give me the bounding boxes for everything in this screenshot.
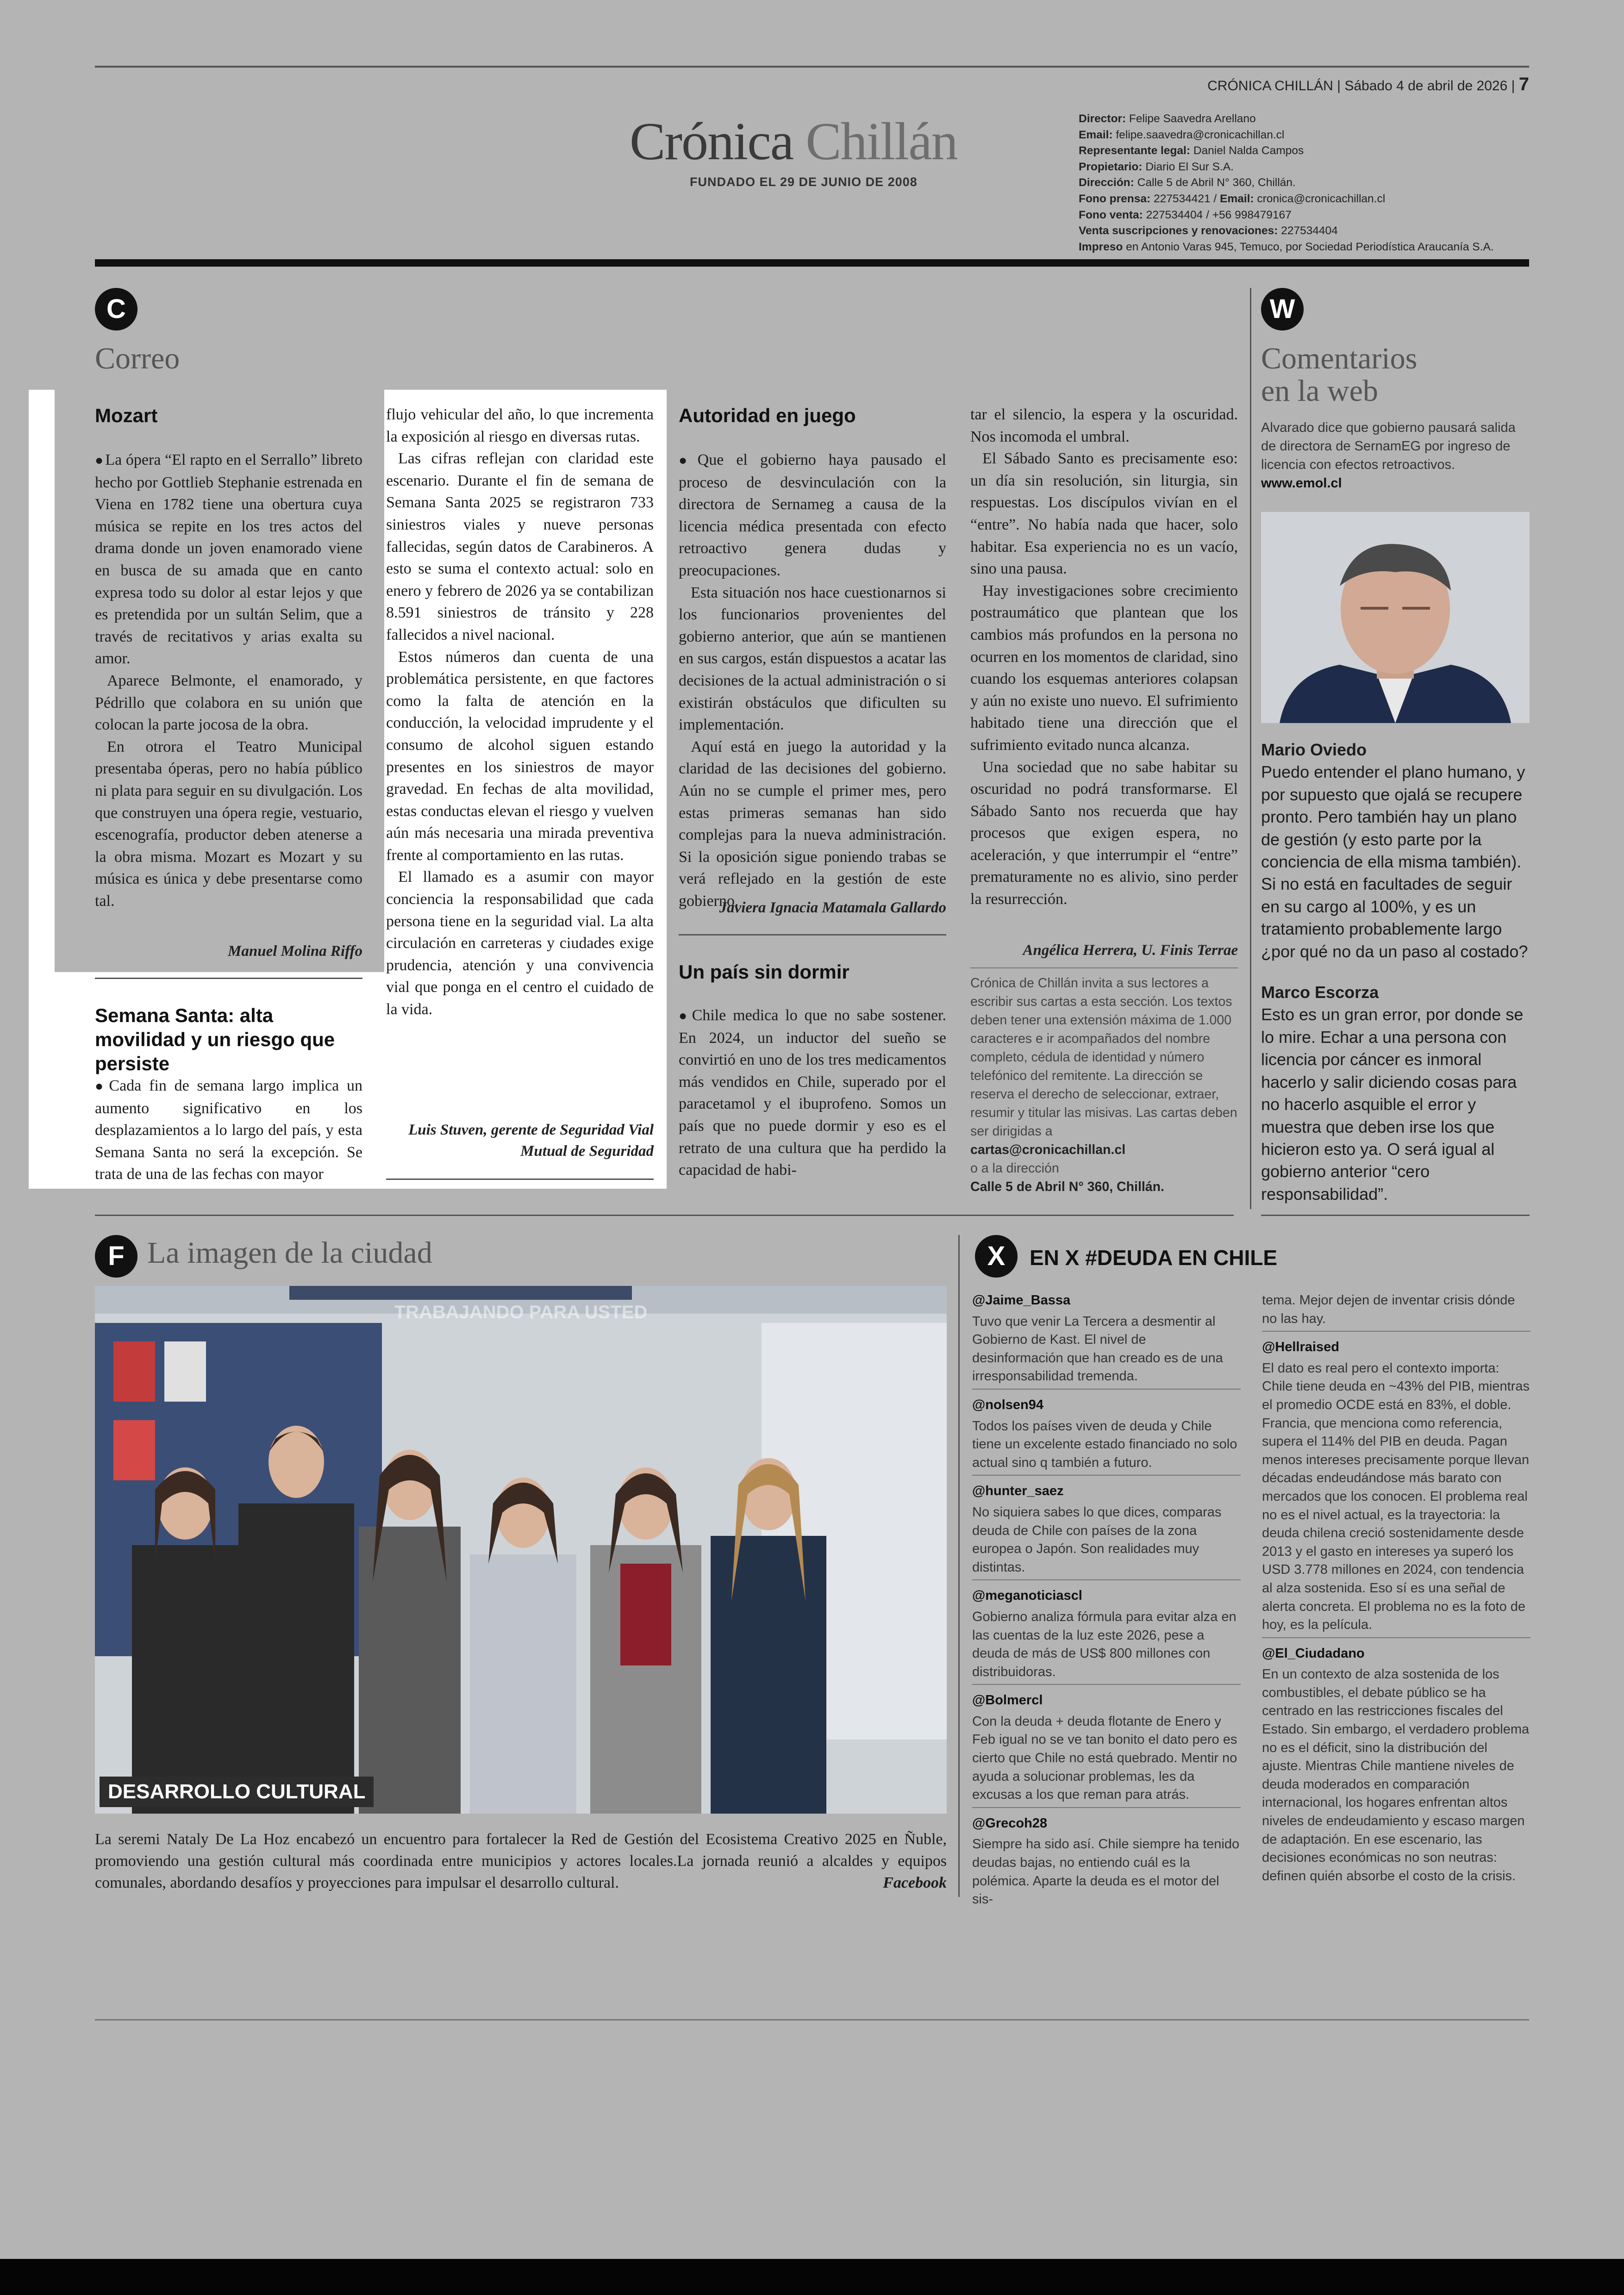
- semana-p1: ● Cada fin de semana largo implica un aumento significativo en los desplazamientos a lo largo del país, y esta Semana Santa no será la excepción. Se trata de una de las fechas con mayor: [95, 1077, 362, 1183]
- tweet: [972, 1396, 1241, 1476]
- tweet-text: No siquiera sabes lo que dices, comparas deuda de Chile con países de la zona europea o Japón. Son realidades muy distintas.: [972, 1504, 1222, 1575]
- pais-byline: Angélica Herrera, U. Finis Terrae: [1023, 942, 1238, 959]
- pais-p3: El Sábado Santo es precisamente eso: un día sin resolución, sin liturgia, sin respuestas. Los discípulos vivían en el “entre”. No había nada que hacer, solo habitar. Esa experiencia no es un vacío, sino una pausa.: [970, 450, 1238, 578]
- imagen-badge: F: [95, 1235, 137, 1278]
- x-col2-lead: tema. Mejor dejen de inventar crisis dónde no las hay.: [1262, 1291, 1530, 1332]
- web-title-l1: Comentarios: [1261, 342, 1418, 375]
- letters-email[interactable]: cartas@cronicachillan.cl: [970, 1142, 1126, 1157]
- tweet: [972, 1482, 1241, 1580]
- imagen-title: La imagen de la ciudad: [147, 1236, 432, 1270]
- semana-byline: Luis Stuven, gerente de Seguridad Vial Mutual de Seguridad: [408, 1122, 654, 1160]
- bottom-rule: [95, 2019, 1529, 2021]
- tweet: [972, 1587, 1241, 1685]
- web-title-l2: en la web: [1261, 374, 1378, 408]
- pais-p2: tar el silencio, la espera y la oscuridad. Nos incomoda el umbral.: [970, 406, 1238, 445]
- semana-rule: [386, 1179, 654, 1180]
- imprint-line: Propietario: Diario El Sur S.A.: [1079, 160, 1234, 173]
- founded-date: FUNDADO EL 29 DE JUNIO DE 2008: [690, 175, 918, 189]
- autoridad-rule: [679, 934, 946, 935]
- comment-2-name: Marco Escorza: [1261, 983, 1379, 1002]
- tweet-text: En un contexto de alza sostenida de los combustibles, el debate público se ha centrado en las restricciones fiscales del Estado. Sin embargo, el verdadero problema no es el déficit, sino la distribución del ajuste. Mientras Chile mantiene niveles de deuda moderados en comparación internacional, los hogares enfrentan altos niveles de endeudamiento y escaso margen de adaptación. En ese escenario, las decisiones económicas no son neutras: definen quién absorbe el costo de la crisis.: [1262, 1667, 1530, 1883]
- tweet-handle[interactable]: @meganoticiascl: [972, 1588, 1082, 1603]
- backdrop-text: TRABAJANDO PARA USTED: [394, 1302, 648, 1322]
- x-title: EN X #DEUDA EN CHILE: [1030, 1246, 1278, 1270]
- portrait-illustration: [1261, 512, 1530, 723]
- tweet: [972, 1691, 1241, 1808]
- semana-headline: Semana Santa: alta movilidad y un riesgo que persiste: [95, 1004, 335, 1074]
- mozart-rule: [95, 978, 362, 979]
- letters-note: [970, 974, 1238, 1196]
- logo-part1: Crónica: [630, 112, 793, 171]
- autoridad-byline: Javiera Ignacia Matamala Gallardo: [719, 899, 946, 916]
- letters-address: Calle 5 de Abril N° 360, Chillán.: [970, 1179, 1164, 1194]
- tweet-text: El dato es real pero el contexto importa: Chile tiene deuda en ~43% del PIB, mientras el promedio OCDE está en 83%, el doble. Francia, que menciona como referencia, supera el 114% del PIB en deuda. Pagan menos intereses precisamente porque llevan décadas endeudándose más barato con mercados que los conocen. El problema real no es el nivel actual, es la trayectoria: la deuda chilena creció sostenidamente desde 2013 y el gasto en intereses ya superó los USD 3.778 millones en 2024, con tendencia al alza sostenida. Eso sí es una señal de alerta concreta. El problema no es la foto de hoy, es la película.: [1262, 1360, 1530, 1633]
- web-intro: [1261, 418, 1530, 493]
- bottom-bar: [0, 2259, 1624, 2295]
- web-badge: W: [1261, 288, 1304, 331]
- photo-caption: [95, 1828, 947, 1894]
- city-photo: [95, 1286, 947, 1814]
- correo-badge: C: [95, 288, 137, 331]
- semana-p4: Estos números dan cuenta de una problemática persistente, en que factores como la falta de atención en la conducción, la velocidad imprudente y el consumo de alcohol siguen estando presentes en los siniestros de mayor gravedad. En fechas de alta movilidad, estas conductas elevan el riesgo y vuelven aún más necesaria una mirada preventiva frente al comportamiento en las rutas.: [386, 648, 654, 864]
- issue-date: Sábado 4 de abril de 2026: [1344, 78, 1508, 94]
- note-rule: [970, 967, 1238, 968]
- web-divider: [1250, 288, 1251, 1209]
- tweet-handle[interactable]: @nolsen94: [972, 1397, 1043, 1412]
- pais-body-b: [970, 404, 1238, 911]
- imprint-line: Dirección: Calle 5 de Abril N° 360, Chillán.: [1079, 176, 1296, 189]
- x-col-1: [972, 1291, 1241, 1918]
- dateline: CRÓNICA CHILLÁN | Sábado 4 de abril de 2026 | 7: [1207, 74, 1529, 94]
- autoridad-headline: Autoridad en juego: [679, 405, 856, 426]
- pais-p4: Hay investigaciones sobre crecimiento postraumático que plantean que los cambios más profundos en la persona no ocurren en los momentos de claridad, sino cuando los esquemas anteriores colapsan y aún no existe uno nuevo. El sufrimiento habitado tiene una dirección que el sufrimiento evitado nunca alcanza.: [970, 582, 1238, 754]
- tweet-handle[interactable]: @El_Ciudadano: [1262, 1646, 1365, 1661]
- group-photo-illustration: [95, 1286, 947, 1814]
- semana-p5: El llamado es a asumir con mayor conciencia la responsabilidad que cada persona tiene en la seguridad vial. La alta circulación en carreteras y ciudades exige prudencia, atención y una convivencia vial que ponga en el centro el cuidado de la vida.: [386, 868, 654, 1018]
- lower-rule-left: [95, 1215, 1234, 1216]
- web-title: [1261, 343, 1520, 407]
- tweet: [972, 1291, 1241, 1390]
- masthead-rule: [95, 259, 1529, 267]
- imprint-line: Representante legal: Daniel Nalda Campos: [1079, 144, 1304, 157]
- tweet-handle[interactable]: @Grecoh28: [972, 1815, 1048, 1831]
- mozart-p2: Aparece Belmonte, el enamorado, y Pédrillo que colabora en su unión que colocan la parte jocosa de la obra.: [95, 672, 362, 734]
- web-intro-text: Alvarado dice que gobierno pausará salida de directora de SernamEG por ingreso de licencia con efectos retroactivos.: [1261, 420, 1516, 472]
- photo-label: DESARROLLO CULTURAL: [100, 1777, 374, 1807]
- caption-credit: Facebook: [883, 1874, 947, 1891]
- tweet-handle[interactable]: @Bolmercl: [972, 1693, 1043, 1708]
- letters-note-text: Crónica de Chillán invita a sus lectores a escribir sus cartas a esta sección. Los textos deben tener una extensión máxima de 1.000 caracteres e ir acompañados del nombre completo, cédula de identidad y número telefónico del remitente. La dirección se reserva el derecho de seleccionar, extraer, resumir y titular las misivas. Las cartas deben ser dirigidas a: [970, 976, 1237, 1139]
- imprint-line: Email: felipe.saavedra@cronicachillan.cl: [1079, 128, 1285, 141]
- mozart-byline: Manuel Molina Riffo: [228, 943, 362, 960]
- tweet: [1262, 1338, 1530, 1638]
- tweet-handle[interactable]: @Hellraised: [1262, 1340, 1339, 1355]
- semana-p2: flujo vehicular del año, lo que incrementa la exposición al riesgo en diversas rutas.: [386, 406, 654, 445]
- masthead-logo: [630, 111, 957, 173]
- web-comments: [1261, 739, 1530, 1205]
- web-source[interactable]: www.emol.cl: [1261, 476, 1342, 491]
- tweet-text: Siempre ha sido así. Chile siempre ha tenido deudas bajas, no entiendo cuál es la polémica. Aparte la deuda es el motor del sis-: [972, 1837, 1240, 1907]
- pais-p5: Una sociedad que no sabe habitar su oscuridad no podrá transformarse. El Sábado Santo nos recuerda que hay procesos que exigen espera, no aceleración, y que interrumpir el “entre” prematuramente no es alivio, sino perder la resurrección.: [970, 758, 1238, 908]
- pais-p1: ● Chile medica lo que no sabe sostener. En 2024, un inductor del sueño se convirtió en uno de los tres medicamentos más vendidos en Chile, superado por el paracetamol y el ibuprofeno. Somos un país que no puede dormir y eso es el retrato de una cultura que ha perdido la capacidad de habi-: [679, 1007, 946, 1179]
- imprint-line: Impreso en Antonio Varas 945, Temuco, por Sociedad Periodística Araucanía S.A.: [1079, 240, 1494, 253]
- tweet-handle[interactable]: @hunter_saez: [972, 1484, 1064, 1499]
- imprint-line: Director: Felipe Saavedra Arellano: [1079, 112, 1256, 125]
- logo-part2: Chillán: [806, 112, 957, 171]
- imprint-block: [1079, 111, 1532, 255]
- semana-body-b: [386, 404, 654, 1021]
- comment-2-text: Esto es un gran error, por donde se lo mire. Echar a una persona con licencia por cáncer es inmoral hacerlo y salir diciendo cosas para no hacerlo asquible el error y muestra que deben irse los que hicieron esto ya. O será igual al gobierno anterior “cero responsabilidad”.: [1261, 1005, 1524, 1204]
- tweet-handle[interactable]: @Jaime_Bassa: [972, 1293, 1071, 1308]
- lower-rule-right: [1261, 1215, 1530, 1216]
- mozart-p3: En otrora el Teatro Municipal presentaba óperas, pero no había público ni plata para seguir en su divulgación. Los que construyen una ópera regie, vestuario, escenografía, productor deben atenerse a la obra misma. Mozart es Mozart y su música es única y debe presentarse como tal.: [95, 738, 362, 910]
- autoridad-p2: Esta situación nos hace cuestionarnos si los funcionarios provenientes del gobierno anterior, que aún se mantienen en sus cargos, están dispuestos a acatar las decisiones de la actual administración o si existirán obstáculos que dificulten su implementación.: [679, 584, 946, 734]
- pais-body-a: [679, 1004, 946, 1181]
- autoridad-p1: ● Que el gobierno haya pausado el proceso de desvinculación con la directora de Sernameg a causa de la licencia médica presentada con efecto retroactivo genera dudas y preocupaciones.: [679, 451, 946, 579]
- autoridad-p3: Aquí está en juego la autoridad y la claridad de las decisiones del gobierno. Aún no se cumple el primer mes, pero estas primeras semanas han sido complejas para la nueva administración. Si la oposición sigue poniendo trabas se verá reflejado en la gestión de este gobierno.: [679, 738, 946, 910]
- paper-name: CRÓNICA CHILLÁN: [1207, 78, 1333, 94]
- tweet-text: Con la deuda + deuda flotante de Enero y Feb igual no se ve tan bonito el dato pero es cierto que Chile no está quebrado. Mentir no ayuda a solucionar problemas, les da excusas a los que reman para atrás.: [972, 1714, 1237, 1802]
- semana-body-a: [95, 1075, 362, 1185]
- imprint-line: Fono venta: 227534404 / +56 998479167: [1079, 208, 1292, 221]
- tweet-text: Todos los países viven de deuda y Chile tiene un excelente estado financiado no solo actual sino q también a futuro.: [972, 1418, 1237, 1470]
- x-badge: X: [975, 1235, 1018, 1278]
- tweet-text: Gobierno analiza fórmula para evitar alza en las cuentas de la luz este 2026, pese a deuda de más de US$ 800 millones con distribuidoras.: [972, 1609, 1237, 1679]
- tweet: [972, 1815, 1241, 1912]
- tweet: [1262, 1645, 1530, 1889]
- comment-1-text: Puedo entender el plano humano, y por supuesto que ojalá se recupere pronto. Pero también hay un plano de gestión (y esto parte por la conciencia de ella misma también). Si no está en facultades de seguir en su cargo al 100%, y es un tratamiento probablemente largo ¿por qué no da un paso al costado?: [1261, 762, 1528, 961]
- mozart-headline: Mozart: [95, 405, 158, 426]
- caption-text: La seremi Nataly De La Hoz encabezó un encuentro para fortalecer la Red de Gestión del Ecosistema Creativo 2025 en Ñuble, promoviendo una gestión cultural más coordinada entre municipios y actores locales.La jornada reunió a alcaldes y equipos comunales, abordando desafíos y proyecciones para impulsar el desarrollo cultural.: [95, 1831, 947, 1891]
- portrait-photo: [1261, 512, 1530, 723]
- page-number: 7: [1518, 74, 1529, 94]
- x-col-2: [1262, 1291, 1530, 1895]
- imprint-line: Fono prensa: 227534421 / Email: cronica@cronicachillan.cl: [1079, 192, 1386, 205]
- pais-headline: Un país sin dormir: [679, 961, 849, 983]
- comment-1-name: Mario Oviedo: [1261, 740, 1367, 759]
- mozart-p1: ● La ópera “El rapto en el Serrallo” libreto hecho por Gottlieb Stephanie estrenada en Viena en 1782 tiene una obertura cuya música se repite en los tres actos del drama donde un joven enamorado viene en busca de su amada que en canto expresa todo su dolor al estar lejos y que es pretendida por un sultán Selim, que a través de recitativos y arias exalta su amor.: [95, 451, 362, 667]
- x-divider: [958, 1235, 960, 1897]
- semana-p3: Las cifras reflejan con claridad este escenario. Durante el fin de semana de Semana Santa 2025 se registraron 733 siniestros viales y nueve personas fallecidas, según datos de Carabineros. A esto se suma el contexto actual: solo en enero y febrero de 2026 ya se contabilizan 8.591 siniestros de tránsito y 228 fallecidos a nivel nacional.: [386, 450, 654, 643]
- letters-or: o a la dirección: [970, 1161, 1059, 1176]
- imprint-line: Venta suscripciones y renovaciones: 227534404: [1079, 225, 1338, 237]
- top-rule: [95, 66, 1529, 68]
- tweet-text: Tuvo que venir La Tercera a desmentir al Gobierno de Kast. El nivel de desinformación que han creado es de una irresponsabilidad tremenda.: [972, 1314, 1223, 1384]
- correo-title: Correo: [95, 342, 180, 375]
- mozart-body: [95, 449, 362, 912]
- autoridad-body: [679, 449, 946, 912]
